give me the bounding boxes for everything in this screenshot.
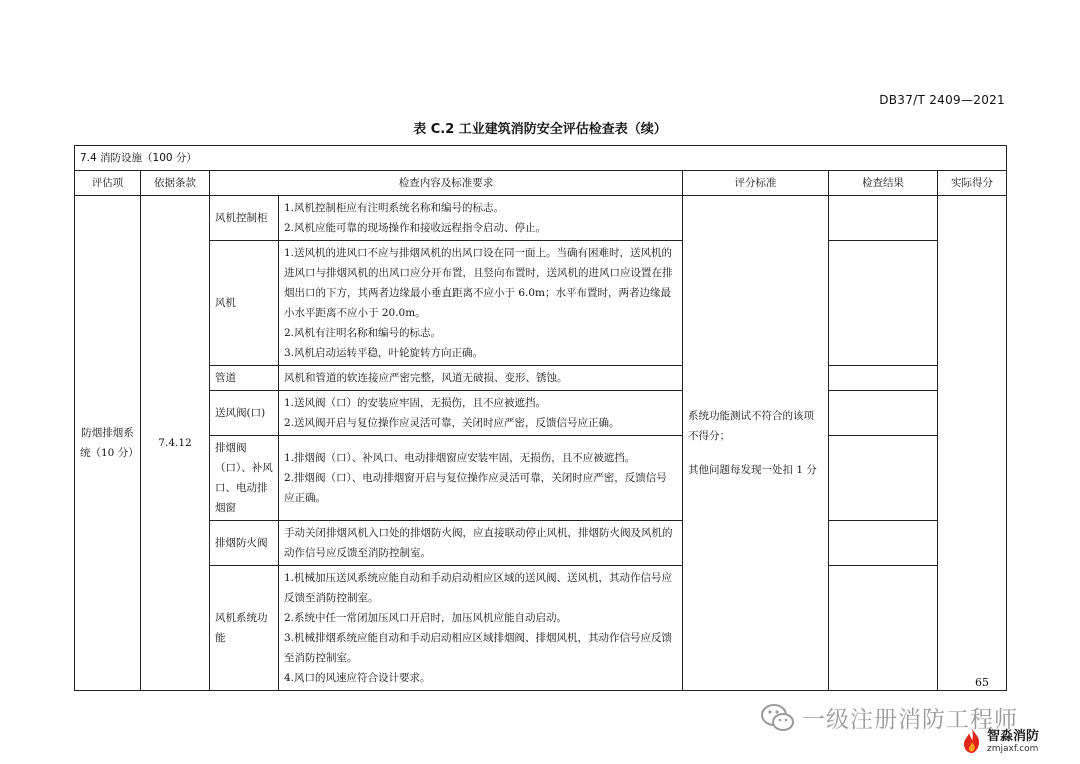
content-line: 手动关闭排烟风机入口处的排烟防火阀，应直接联动停止风机，排烟防火阀及风机的动作信号应反馈至消防控制室。 — [284, 527, 673, 559]
content-line: 3.风机启动运转平稳，叶轮旋转方向正确。 — [284, 347, 484, 359]
col-header-scoring: 评分标准 — [683, 171, 829, 196]
page-number: 65 — [975, 676, 989, 689]
content-line: 风机和管道的软连接应严密完整，风道无破损、变形、锈蚀。 — [284, 372, 568, 384]
table-row — [75, 196, 1007, 241]
header-row — [75, 171, 1007, 196]
sub-item-cell: 风机 — [210, 241, 279, 366]
content-line: 3.机械排烟系统应能自动和手动启动相应区域排烟阀、排烟风机，其动作信号应反馈至消防控制室。 — [284, 632, 673, 664]
logo-url: zmjaxf.com — [987, 744, 1039, 754]
content-cell — [279, 436, 683, 521]
content-cell — [279, 196, 683, 241]
col-header-result: 检查结果 — [829, 171, 938, 196]
result-cell[interactable] — [829, 196, 938, 241]
result-cell[interactable] — [829, 521, 938, 566]
wechat-icon — [760, 703, 796, 733]
col-header-basis: 依据条款 — [141, 171, 210, 196]
brand-logo — [960, 728, 1039, 758]
sub-item-cell: 送风阀(口) — [210, 391, 279, 436]
table-row — [75, 566, 1007, 691]
table-row — [75, 366, 1007, 391]
sub-item-cell: 排烟阀（口）、补风口、电动排烟窗 — [210, 436, 279, 521]
scoring-cell — [683, 196, 829, 691]
content-cell — [279, 521, 683, 566]
scoring-line: 系统功能测试不符合的该项不得分； — [688, 410, 814, 442]
content-cell — [279, 391, 683, 436]
eval-item-cell: 防烟排烟系统（10 分） — [75, 196, 141, 691]
content-line: 2.排烟阀（口）、电动排烟窗开启与复位操作应灵活可靠，关闭时应严密，反馈信号应正确。 — [284, 472, 667, 504]
content-line: 2.风机有注明名称和编号的标志。 — [284, 327, 442, 339]
content-cell — [279, 241, 683, 366]
section-row — [75, 146, 1007, 171]
content-line: 2.风机应能可靠的现场操作和接收远程指令启动、停止。 — [284, 222, 547, 234]
result-cell[interactable] — [829, 241, 938, 366]
watermark-text: 一级注册消防工程师 — [802, 707, 1018, 733]
col-header-score: 实际得分 — [938, 171, 1007, 196]
table-row — [75, 521, 1007, 566]
content-line: 2.系统中任一常闭加压风口开启时，加压风机应能自动启动。 — [284, 612, 568, 624]
result-cell[interactable] — [829, 366, 938, 391]
content-line: 1.机械加压送风系统应能自动和手动启动相应区域的送风阀、送风机，其动作信号应反馈至消防控制室。 — [284, 572, 673, 604]
col-header-content: 检查内容及标准要求 — [210, 171, 683, 196]
col-header-eval-item: 评估项 — [75, 171, 141, 196]
sub-item-cell: 管道 — [210, 366, 279, 391]
content-line: 2.送风阀开启与复位操作应灵活可靠，关闭时应严密，反馈信号应正确。 — [284, 417, 620, 429]
table-title: 表 C.2 工业建筑消防安全评估检查表（续） — [413, 122, 667, 137]
sub-item-cell: 排烟防火阀 — [210, 521, 279, 566]
content-cell — [279, 366, 683, 391]
content-line: 1.排烟阀（口）、补风口、电动排烟窗应安装牢固，无损伤，且不应被遮挡。 — [284, 452, 636, 464]
table-row — [75, 436, 1007, 521]
content-cell — [279, 566, 683, 691]
inspection-table — [74, 145, 1007, 691]
table-row — [75, 391, 1007, 436]
actual-score-cell[interactable] — [938, 196, 1007, 691]
basis-clause-cell: 7.4.12 — [141, 196, 210, 691]
logo-name: 智淼消防 — [987, 729, 1040, 744]
content-line: 1.送风机的进风口不应与排烟风机的出风口设在同一面上。当确有困难时，送风机的进风口与排烟风机的出风口应分开布置，且竖向布置时，送风机的进风口应设置在排烟出口的下方，其两者边缘最小垂直距离不应小于 6.0m；水平布置时，两者边缘最小水平距离不应小于 20.0m。 — [284, 247, 673, 319]
result-cell[interactable] — [829, 566, 938, 691]
result-cell[interactable] — [829, 391, 938, 436]
sub-item-cell: 风机系统功能 — [210, 566, 279, 691]
result-cell[interactable] — [829, 436, 938, 521]
content-line: 1.送风阀（口）的安装应牢固，无损伤，且不应被遮挡。 — [284, 397, 547, 409]
flame-logo-icon — [960, 728, 984, 758]
table-row — [75, 241, 1007, 366]
content-line: 1.风机控制柜应有注明系统名称和编号的标志。 — [284, 202, 505, 214]
standard-code: DB37/T 2409—2021 — [879, 93, 1005, 107]
content-line: 4.风口的风速应符合设计要求。 — [284, 672, 431, 684]
section-title: 7.4 消防设施（100 分） — [75, 146, 1007, 171]
scoring-line: 其他问题每发现一处扣 1 分 — [688, 464, 817, 476]
sub-item-cell: 风机控制柜 — [210, 196, 279, 241]
